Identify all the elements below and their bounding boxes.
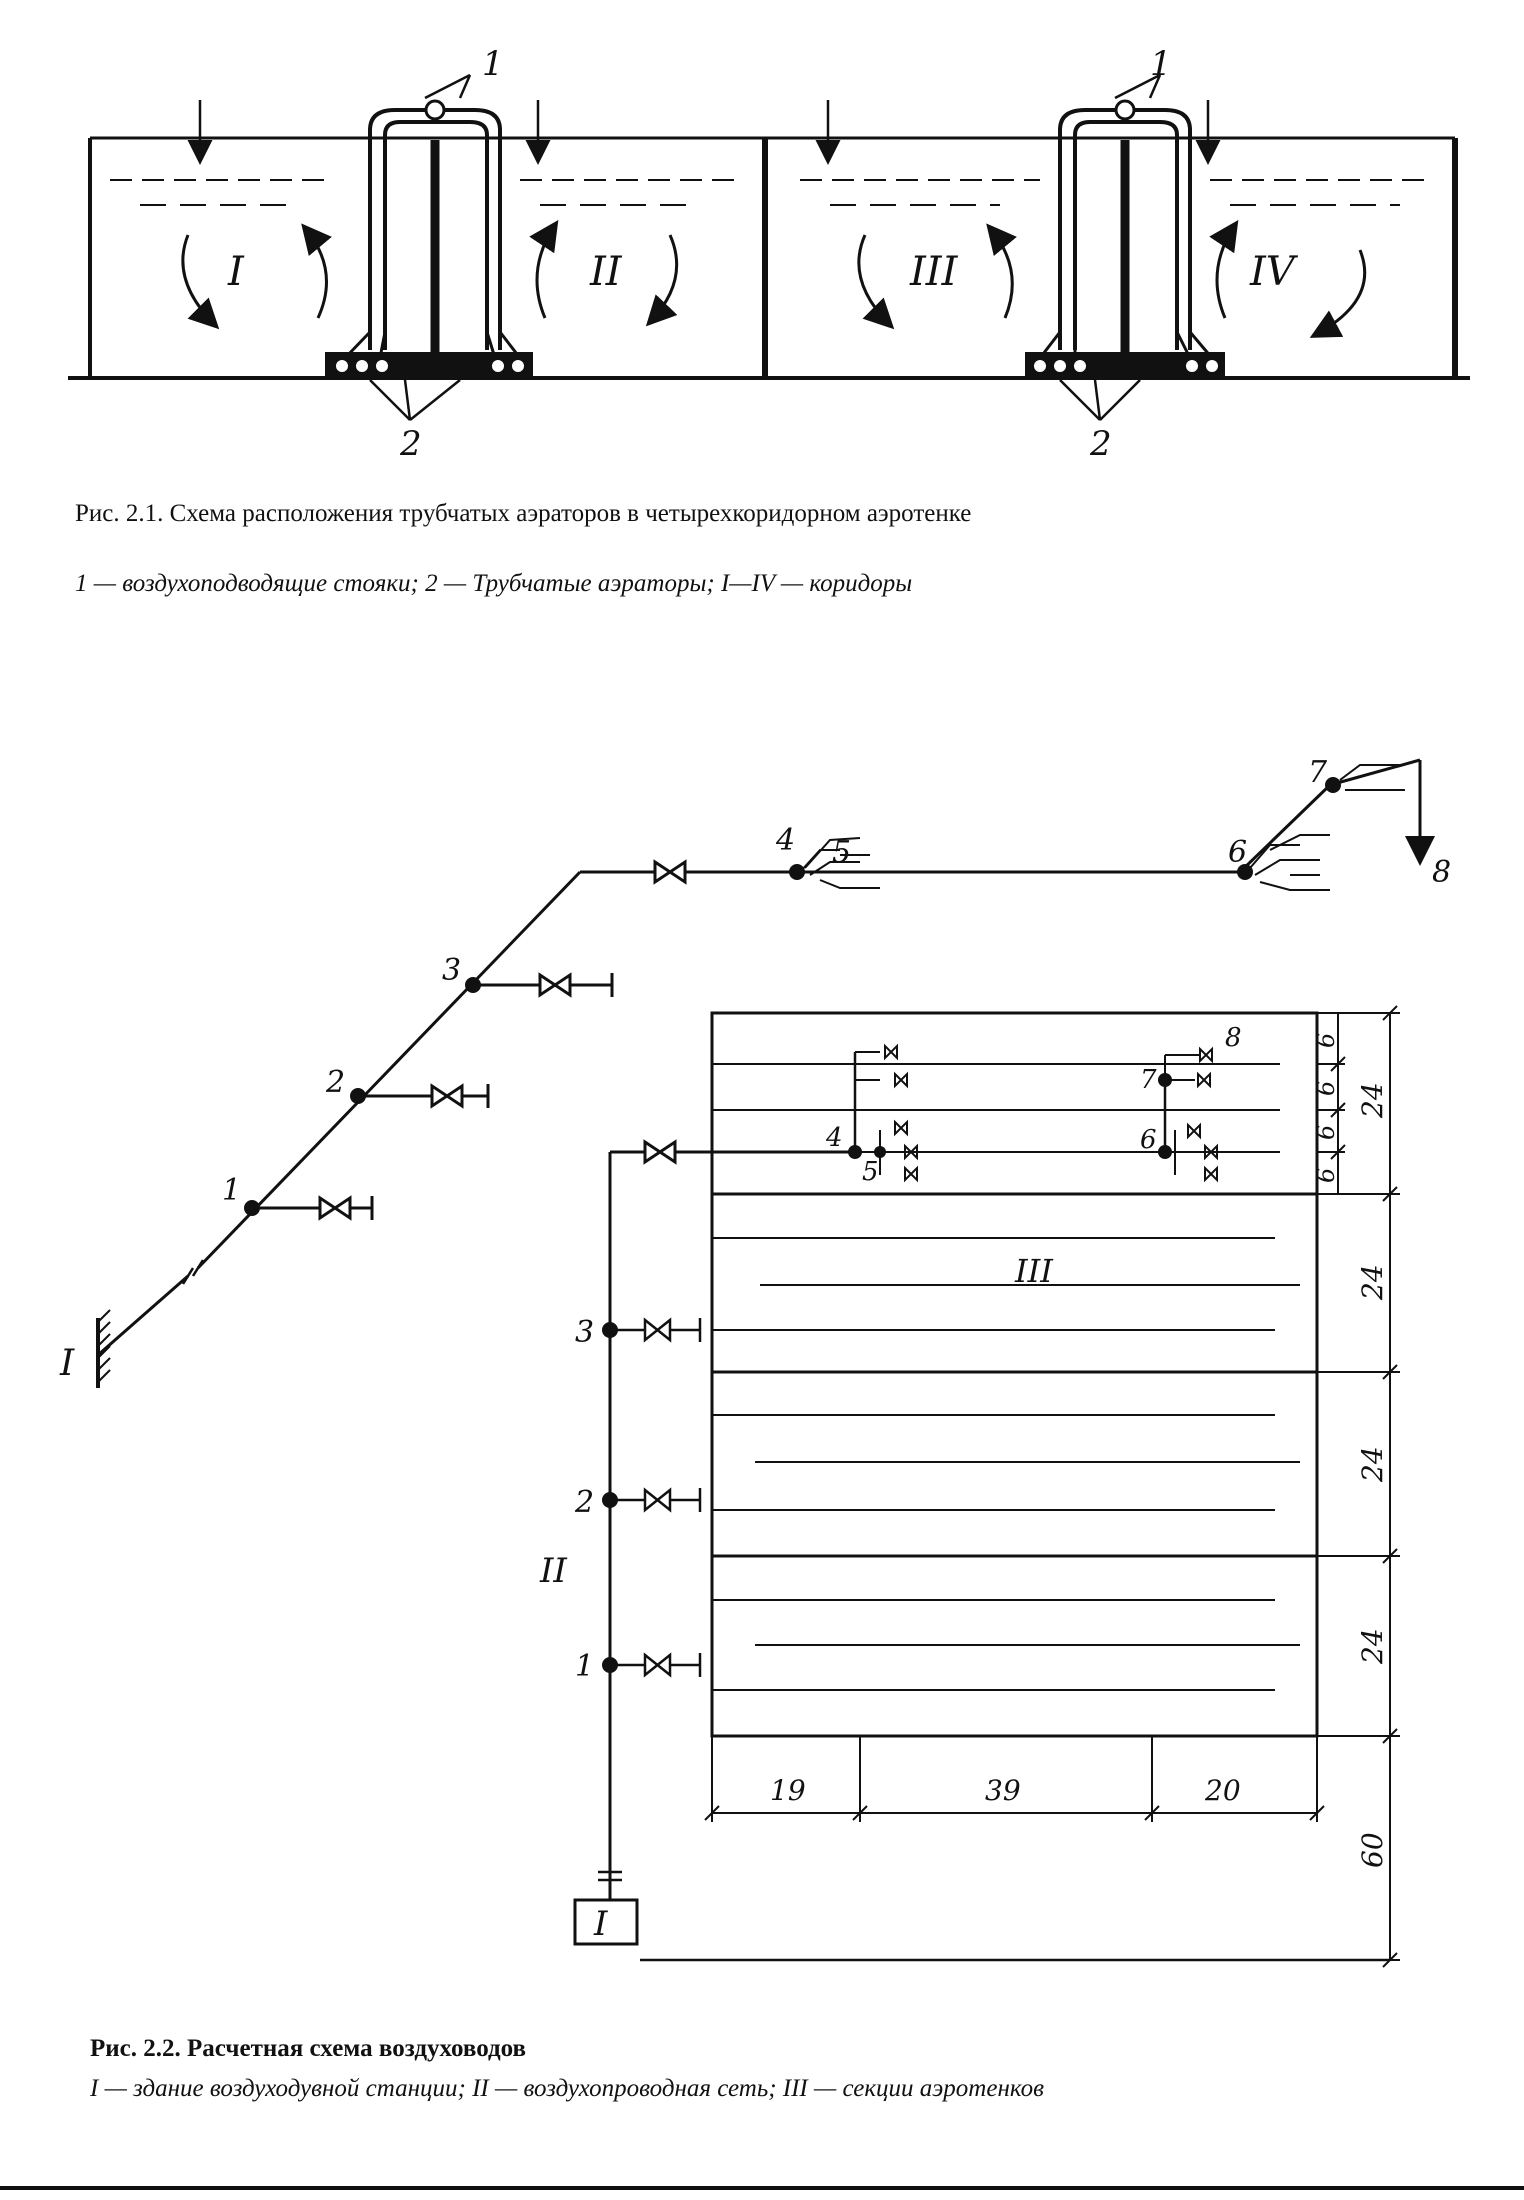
- axon-node-7: 7: [1308, 755, 1328, 790]
- plan-station-label: I: [594, 1904, 608, 1944]
- plan-node-7: 7: [1140, 1065, 1157, 1095]
- dim-bottom-2: 39: [985, 1774, 1021, 1807]
- corridor-label-3: III: [910, 249, 958, 295]
- axon-node-2: 2: [326, 1065, 346, 1100]
- dim-right-6: 24: [1356, 1264, 1389, 1300]
- plan-network-label: II: [540, 1551, 567, 1591]
- axon-node-5: 5: [832, 835, 852, 870]
- fig1-caption-title: Рис. 2.1. Схема расположения трубчатых аэраторов в четырехкоридорном аэротенке: [75, 500, 972, 527]
- axon-origin-label: I: [60, 1343, 75, 1384]
- axon-node-3: 3: [442, 953, 462, 988]
- dim-right-5: 24: [1356, 1082, 1389, 1118]
- plan-node-6: 6: [1140, 1125, 1157, 1155]
- fig2-plan-drawing: [575, 1006, 1400, 1967]
- dim-bottom-3: 20: [1205, 1774, 1241, 1807]
- fig1-callout-2b: 2: [1090, 424, 1112, 464]
- fig2-axonometric-drawing: [98, 760, 1420, 1388]
- dim-right-2: 6: [1312, 1080, 1340, 1096]
- fig1-callout-2a: 2: [400, 424, 422, 464]
- fig1-callout-1a: 1: [482, 44, 504, 84]
- fig1-callout-1b: 1: [1150, 44, 1172, 84]
- dim-right-1: 6: [1312, 1032, 1340, 1048]
- dim-right-3: 6: [1312, 1124, 1340, 1140]
- fig2-caption-title: Рис. 2.2. Расчетная схема воздуховодов: [90, 2035, 527, 2062]
- plan-node-4: 4: [826, 1123, 843, 1153]
- plan-node-5: 5: [862, 1157, 879, 1187]
- corridor-label-2: II: [590, 249, 622, 295]
- axon-node-1: 1: [222, 1173, 242, 1208]
- plan-node-3: 3: [575, 1315, 595, 1350]
- dim-right-8: 24: [1356, 1628, 1389, 1664]
- dim-right-7: 24: [1356, 1446, 1389, 1482]
- axon-arrow-label: 8: [1432, 855, 1452, 890]
- dim-right-9: 60: [1356, 1832, 1389, 1868]
- dim-right-4: 6: [1312, 1167, 1340, 1183]
- plan-node-8: 8: [1225, 1023, 1242, 1053]
- plan-node-2: 2: [575, 1485, 595, 1520]
- plan-section-label: III: [1015, 1252, 1053, 1290]
- fig1-tank-drawing: [68, 75, 1470, 420]
- dim-bottom-1: 19: [770, 1774, 806, 1807]
- axon-node-6: 6: [1228, 835, 1248, 870]
- fig2-caption-legend: I — здание воздуходувной станции; II — воздухопроводная сеть; III — секции аэротенков: [90, 2075, 1044, 2102]
- fig1-caption-legend: 1 — воздухоподводящие стояки; 2 — Трубчатые аэраторы; I—IV — коридоры: [75, 570, 913, 597]
- corridor-label-1: I: [228, 249, 244, 295]
- corridor-label-4: IV: [1250, 249, 1295, 295]
- axon-node-4: 4: [776, 823, 796, 858]
- plan-node-1: 1: [575, 1649, 595, 1684]
